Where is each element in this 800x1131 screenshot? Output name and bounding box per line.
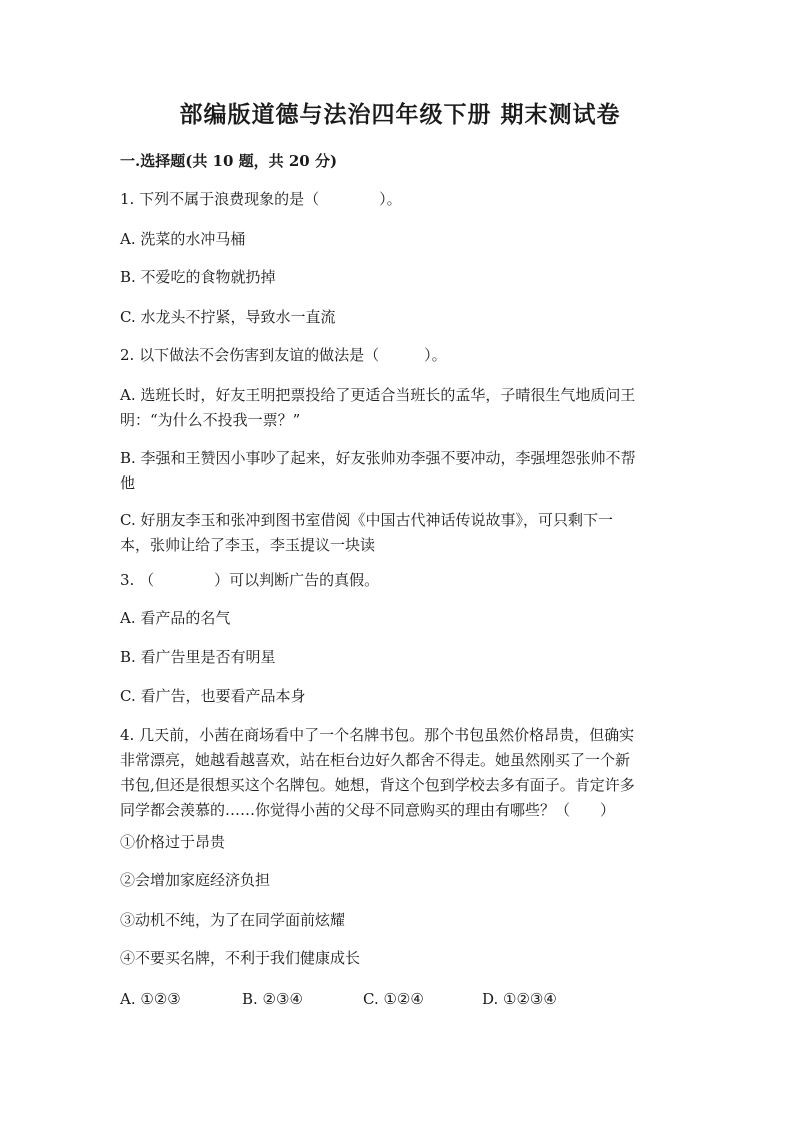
question-3-option-a: A. 看产品的名气 bbox=[120, 609, 231, 627]
question-1-option-b: B. 不爱吃的食物就扔掉 bbox=[120, 268, 276, 286]
question-2-option-a-line1: A. 选班长时，好友王明把票投给了更适合当班长的孟华，子晴很生气地质问王 bbox=[120, 386, 636, 404]
question-3-stem: 3. （ ）可以判断广告的真假。 bbox=[120, 571, 380, 589]
question-4-stem-line2: 非常漂亮，她越看越喜欢，站在柜台边好久都舍不得走。她虽然刚买了一个新 bbox=[120, 751, 631, 769]
question-2-option-b-line1: B. 李强和王赞因小事吵了起来，好友张帅劝李强不要冲动，李强埋怨张帅不帮 bbox=[120, 449, 636, 467]
question-4-item-2: ②会增加家庭经济负担 bbox=[120, 871, 271, 889]
question-4-stem-line1: 4. 几天前，小茜在商场看中了一个名牌书包。那个书包虽然价格昂贵，但确实 bbox=[120, 726, 635, 744]
question-4-option-c: C. ①②④ bbox=[363, 990, 424, 1008]
question-1-option-a: A. 洗菜的水冲马桶 bbox=[120, 230, 246, 248]
question-2-option-a-line2: 明：“为什么不投我一票？” bbox=[120, 411, 301, 429]
section-heading: 一.选择题(共 10 题，共 20 分) bbox=[120, 152, 338, 170]
question-2-option-c-line2: 本，张帅让给了李玉，李玉提议一块读 bbox=[120, 536, 376, 554]
question-4-stem-line4: 同学都会羡慕的……你觉得小茜的父母不同意购买的理由有哪些？（ ） bbox=[120, 801, 616, 819]
question-2-stem: 2. 以下做法不会伤害到友谊的做法是（ ）。 bbox=[120, 346, 447, 364]
question-4-option-a: A. ①②③ bbox=[120, 990, 181, 1008]
question-1-option-c: C. 水龙头不拧紧，导致水一直流 bbox=[120, 308, 336, 326]
question-4-option-d: D. ①②③④ bbox=[482, 990, 557, 1008]
question-4-option-b: B. ②③④ bbox=[242, 990, 303, 1008]
question-4-item-1: ①价格过于昂贵 bbox=[120, 833, 226, 851]
page-title: 部编版道德与法治四年级下册 期末测试卷 bbox=[179, 101, 621, 128]
question-3-option-b: B. 看广告里是否有明星 bbox=[120, 648, 276, 666]
question-4-item-3: ③动机不纯，为了在同学面前炫耀 bbox=[120, 911, 346, 929]
question-4-options bbox=[120, 987, 690, 1012]
question-2-option-b-line2: 他 bbox=[120, 474, 136, 492]
question-1-stem: 1. 下列不属于浪费现象的是（ ）。 bbox=[120, 190, 402, 208]
question-3-option-c: C. 看广告，也要看产品本身 bbox=[120, 687, 306, 705]
question-4-stem-line3: 书包,但还是很想买这个名牌包。她想，背这个包到学校去多有面子。肯定许多 bbox=[120, 776, 635, 794]
question-2-option-c-line1: C. 好朋友李玉和张冲到图书室借阅《中国古代神话传说故事》，可只剩下一 bbox=[120, 511, 613, 529]
question-4-item-4: ④不要买名牌，不利于我们健康成长 bbox=[120, 949, 361, 967]
